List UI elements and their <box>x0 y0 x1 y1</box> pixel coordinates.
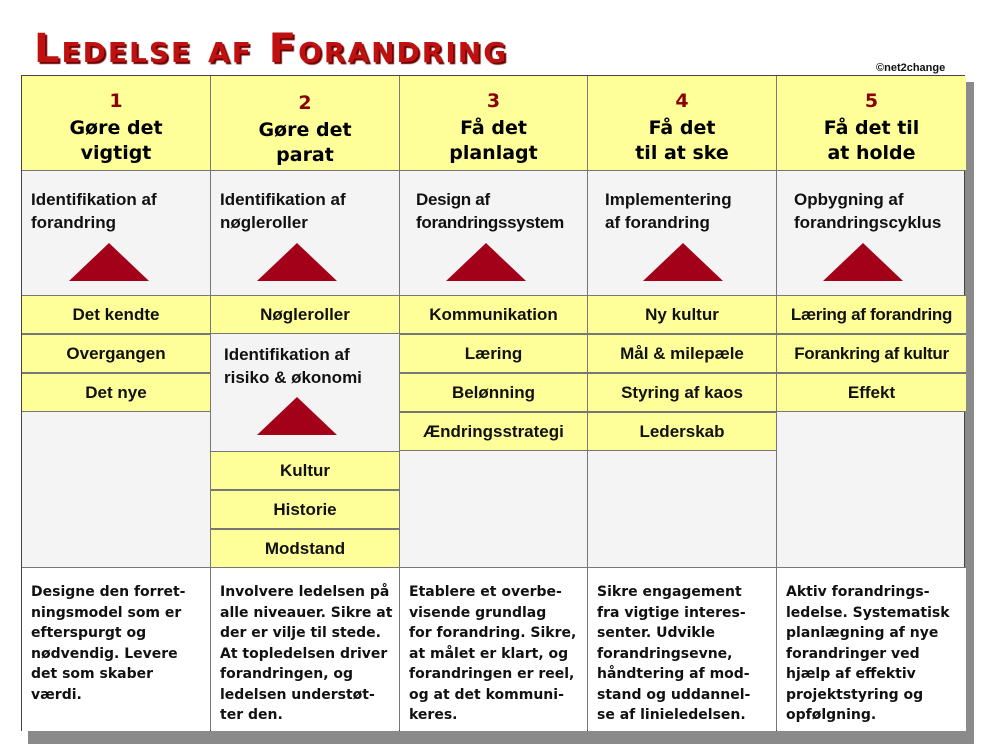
phase-number: 4 <box>675 90 689 112</box>
section-label: Design af forandringssystem <box>416 190 564 232</box>
phase-title: Få det til at holde <box>823 117 920 164</box>
triangle-icon <box>69 243 149 281</box>
phase-title: Få det planlagt <box>449 117 538 164</box>
copyright-label: ©net2change <box>876 62 946 74</box>
section-label: Identifikation af nøgleroller <box>220 190 346 232</box>
phase-title: Få det til at ske <box>635 117 729 164</box>
triangle-icon <box>257 243 337 281</box>
phase-number: 5 <box>864 90 879 112</box>
phase-header <box>777 76 966 171</box>
phase-column-1 <box>22 76 211 730</box>
triangle-icon <box>446 243 526 281</box>
phase-box: Forankring af kultur <box>777 334 966 373</box>
phase-table <box>21 75 965 731</box>
phase-box: Det nye <box>22 373 210 412</box>
phase-box: Overgangen <box>22 334 210 373</box>
phase-title: Gøre det parat <box>258 119 352 166</box>
phase-box: Det kendte <box>22 295 210 334</box>
phase-box: Historie <box>211 490 399 529</box>
phase-column-4 <box>588 76 777 730</box>
section-label: Implementering af forandring <box>605 190 732 232</box>
phase-box: Modstand <box>211 529 399 568</box>
phase-column-3 <box>400 76 588 730</box>
phase-box: Læring <box>400 334 587 373</box>
phase-description: Sikre engagement fra vigtige interes- senter. Udvikle forandringsevne, håndtering af mod- stand og uddannel- se af linieledelsen. <box>588 567 776 731</box>
section-label: Opbygning af forandringscyklus <box>794 190 942 232</box>
phase-description: Involvere ledelsen på alle niveauer. Sikre at der er vilje til stede. At topledelsen driver forandringen, og ledelsen understøt- ter den. <box>211 567 399 731</box>
phase-box: Styring af kaos <box>588 373 776 412</box>
section-label: Identifikation af risiko & økonomi <box>224 345 362 387</box>
phase-box: Belønning <box>400 373 587 412</box>
phase-box: Effekt <box>777 373 966 412</box>
phase-number: 3 <box>486 90 501 112</box>
phase-header <box>400 76 587 171</box>
phase-header <box>22 76 210 171</box>
phase-box: Mål & milepæle <box>588 334 776 373</box>
triangle-icon <box>257 397 337 435</box>
phase-column-5 <box>777 76 966 730</box>
phase-column-2 <box>211 76 400 730</box>
phase-box: Kommunikation <box>400 295 587 334</box>
page-title: Ledelse af Forandring <box>34 26 509 72</box>
phase-box: Nøgleroller <box>211 295 399 334</box>
phase-box: Læring af forandring <box>777 295 966 334</box>
phase-header <box>588 76 776 171</box>
phase-box: Ændringsstrategi <box>400 412 587 451</box>
section-label: Identifikation af forandring <box>31 190 157 232</box>
triangle-icon <box>823 243 903 281</box>
phase-header <box>211 76 399 171</box>
phase-number: 1 <box>109 90 123 112</box>
phase-number: 2 <box>298 92 312 114</box>
phase-title: Gøre det vigtigt <box>69 117 163 164</box>
phase-description: Designe den forret- ningsmodel som er efterspurgt og nødvendig. Levere det som skaber værdi. <box>22 567 210 731</box>
phase-box: Lederskab <box>588 412 776 451</box>
triangle-icon <box>643 243 723 281</box>
phase-box: Ny kultur <box>588 295 776 334</box>
phase-box: Kultur <box>211 451 399 490</box>
phase-description: Etablere et overbe- visende grundlag for forandring. Sikre, at målet er klart, og forandringen er reel, og at det kommuni- keres. <box>400 567 587 731</box>
phase-description: Aktiv forandrings- ledelse. Systematisk planlægning af nye forandringer ved hjælp af effektiv projektstyring og opfølgning. <box>777 567 966 731</box>
